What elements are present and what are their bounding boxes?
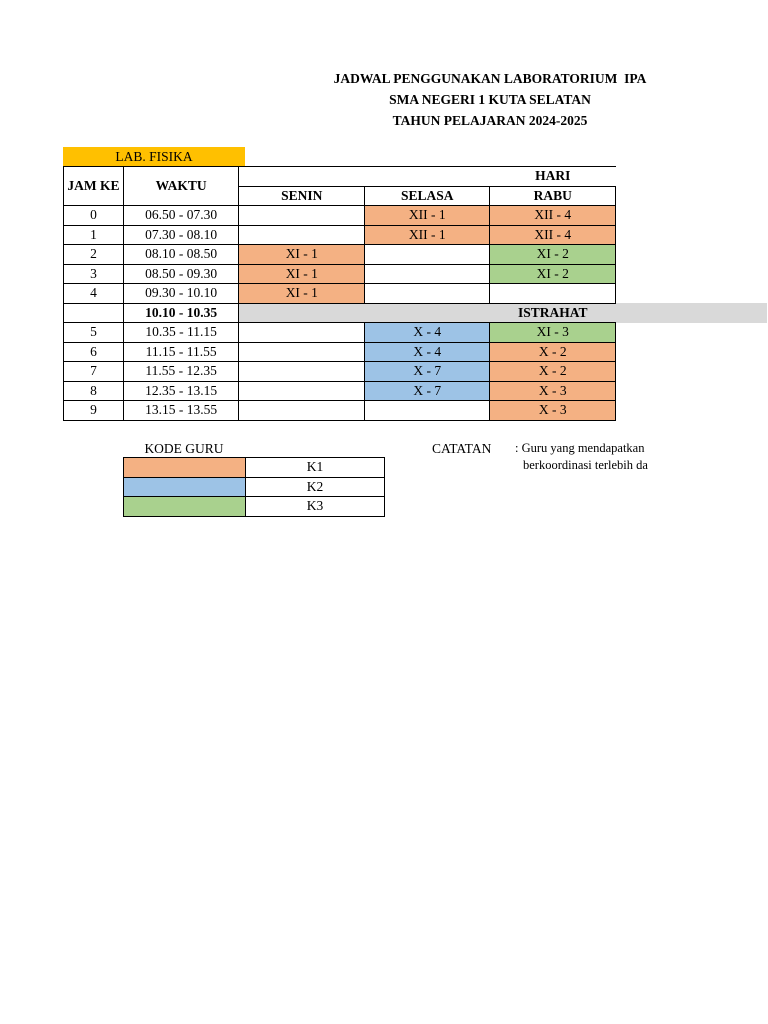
selasa-cell: X - 7 [365, 381, 490, 401]
waktu-cell: 13.15 - 13.55 [123, 401, 238, 421]
waktu-cell: 07.30 - 08.10 [123, 225, 238, 245]
rabu-cell: XI - 2 [490, 264, 616, 284]
waktu-cell: 12.35 - 13.15 [123, 381, 238, 401]
kode-guru-title: KODE GURU [144, 441, 224, 456]
selasa-cell [365, 284, 490, 304]
senin-cell [239, 225, 365, 245]
title-block [245, 68, 735, 131]
table-row [64, 225, 768, 245]
selasa-cell [365, 245, 490, 265]
table-row [64, 323, 768, 343]
istrahat-row [64, 303, 768, 323]
senin-cell: XI - 1 [239, 245, 365, 265]
legend-swatch-k2 [124, 477, 246, 497]
title-line-2: SMA NEGERI 1 KUTA SELATAN [389, 92, 591, 107]
jam-cell: 1 [64, 225, 124, 245]
waktu-cell: 06.50 - 07.30 [123, 206, 238, 226]
senin-cell: XI - 1 [239, 284, 365, 304]
selasa-cell: XII - 1 [365, 225, 490, 245]
table-row [64, 284, 768, 304]
catatan-line-1: : Guru yang mendapatkan [515, 441, 645, 455]
jam-cell: 4 [64, 284, 124, 304]
selasa-cell: XII - 1 [365, 206, 490, 226]
table-row [64, 245, 768, 265]
selasa-cell [365, 401, 490, 421]
day-senin: SENIN [239, 186, 365, 206]
jam-cell: 6 [64, 342, 124, 362]
rabu-cell: XII - 4 [490, 206, 616, 226]
col-waktu-header: WAKTU [123, 167, 238, 206]
rabu-cell: X - 3 [490, 401, 616, 421]
table-row [64, 206, 768, 226]
kode-guru-legend [123, 457, 385, 517]
table-row [64, 342, 768, 362]
jam-cell: 3 [64, 264, 124, 284]
catatan-line-2: berkoordinasi terlebih da [523, 458, 648, 472]
rabu-cell: XI - 3 [490, 323, 616, 343]
selasa-cell: X - 7 [365, 362, 490, 382]
waktu-cell: 11.15 - 11.55 [123, 342, 238, 362]
jam-cell: 2 [64, 245, 124, 265]
header-row [64, 167, 768, 187]
senin-cell [239, 381, 365, 401]
jam-cell [64, 303, 124, 323]
table-row [64, 362, 768, 382]
istrahat-label: ISTRAHAT [490, 303, 616, 323]
day-selasa: SELASA [365, 186, 490, 206]
table-row [64, 264, 768, 284]
catatan-text [515, 440, 657, 474]
catatan-label: CATATAN [432, 441, 492, 456]
legend-code: K1 [246, 458, 385, 478]
jam-cell: 9 [64, 401, 124, 421]
col-jam-header: JAM KE [64, 167, 124, 206]
hari-header: HARI [490, 167, 616, 187]
lab-label: LAB. FISIKA [63, 147, 245, 166]
table-row [64, 381, 768, 401]
waktu-cell: 08.10 - 08.50 [123, 245, 238, 265]
schedule-table [63, 166, 768, 421]
waktu-cell: 11.55 - 12.35 [123, 362, 238, 382]
senin-cell [239, 323, 365, 343]
legend-code: K2 [246, 477, 385, 497]
selasa-cell: X - 4 [365, 323, 490, 343]
selasa-cell: X - 4 [365, 342, 490, 362]
jam-cell: 8 [64, 381, 124, 401]
senin-cell [239, 342, 365, 362]
legend-swatch-k3 [124, 497, 246, 517]
selasa-cell [365, 264, 490, 284]
rabu-cell: X - 2 [490, 342, 616, 362]
senin-cell [239, 401, 365, 421]
rabu-cell: XI - 2 [490, 245, 616, 265]
legend-swatch-k1 [124, 458, 246, 478]
rabu-cell [490, 284, 616, 304]
jam-cell: 7 [64, 362, 124, 382]
senin-cell: XI - 1 [239, 264, 365, 284]
rabu-cell: X - 3 [490, 381, 616, 401]
legend-code: K3 [246, 497, 385, 517]
title-line-3: TAHUN PELAJARAN 2024-2025 [392, 113, 588, 128]
legend-row [124, 497, 385, 517]
senin-cell [239, 206, 365, 226]
senin-cell [239, 362, 365, 382]
jam-cell: 0 [64, 206, 124, 226]
waktu-cell: 10.35 - 11.15 [123, 323, 238, 343]
title-line-1: JADWAL PENGGUNAKAN LABORATORIUM IPA [333, 71, 647, 86]
table-row [64, 401, 768, 421]
legend-row [124, 477, 385, 497]
rabu-cell: X - 2 [490, 362, 616, 382]
waktu-cell: 10.10 - 10.35 [123, 303, 238, 323]
jam-cell: 5 [64, 323, 124, 343]
waktu-cell: 08.50 - 09.30 [123, 264, 238, 284]
day-rabu: RABU [490, 186, 616, 206]
legend-row [124, 458, 385, 478]
rabu-cell: XII - 4 [490, 225, 616, 245]
waktu-cell: 09.30 - 10.10 [123, 284, 238, 304]
